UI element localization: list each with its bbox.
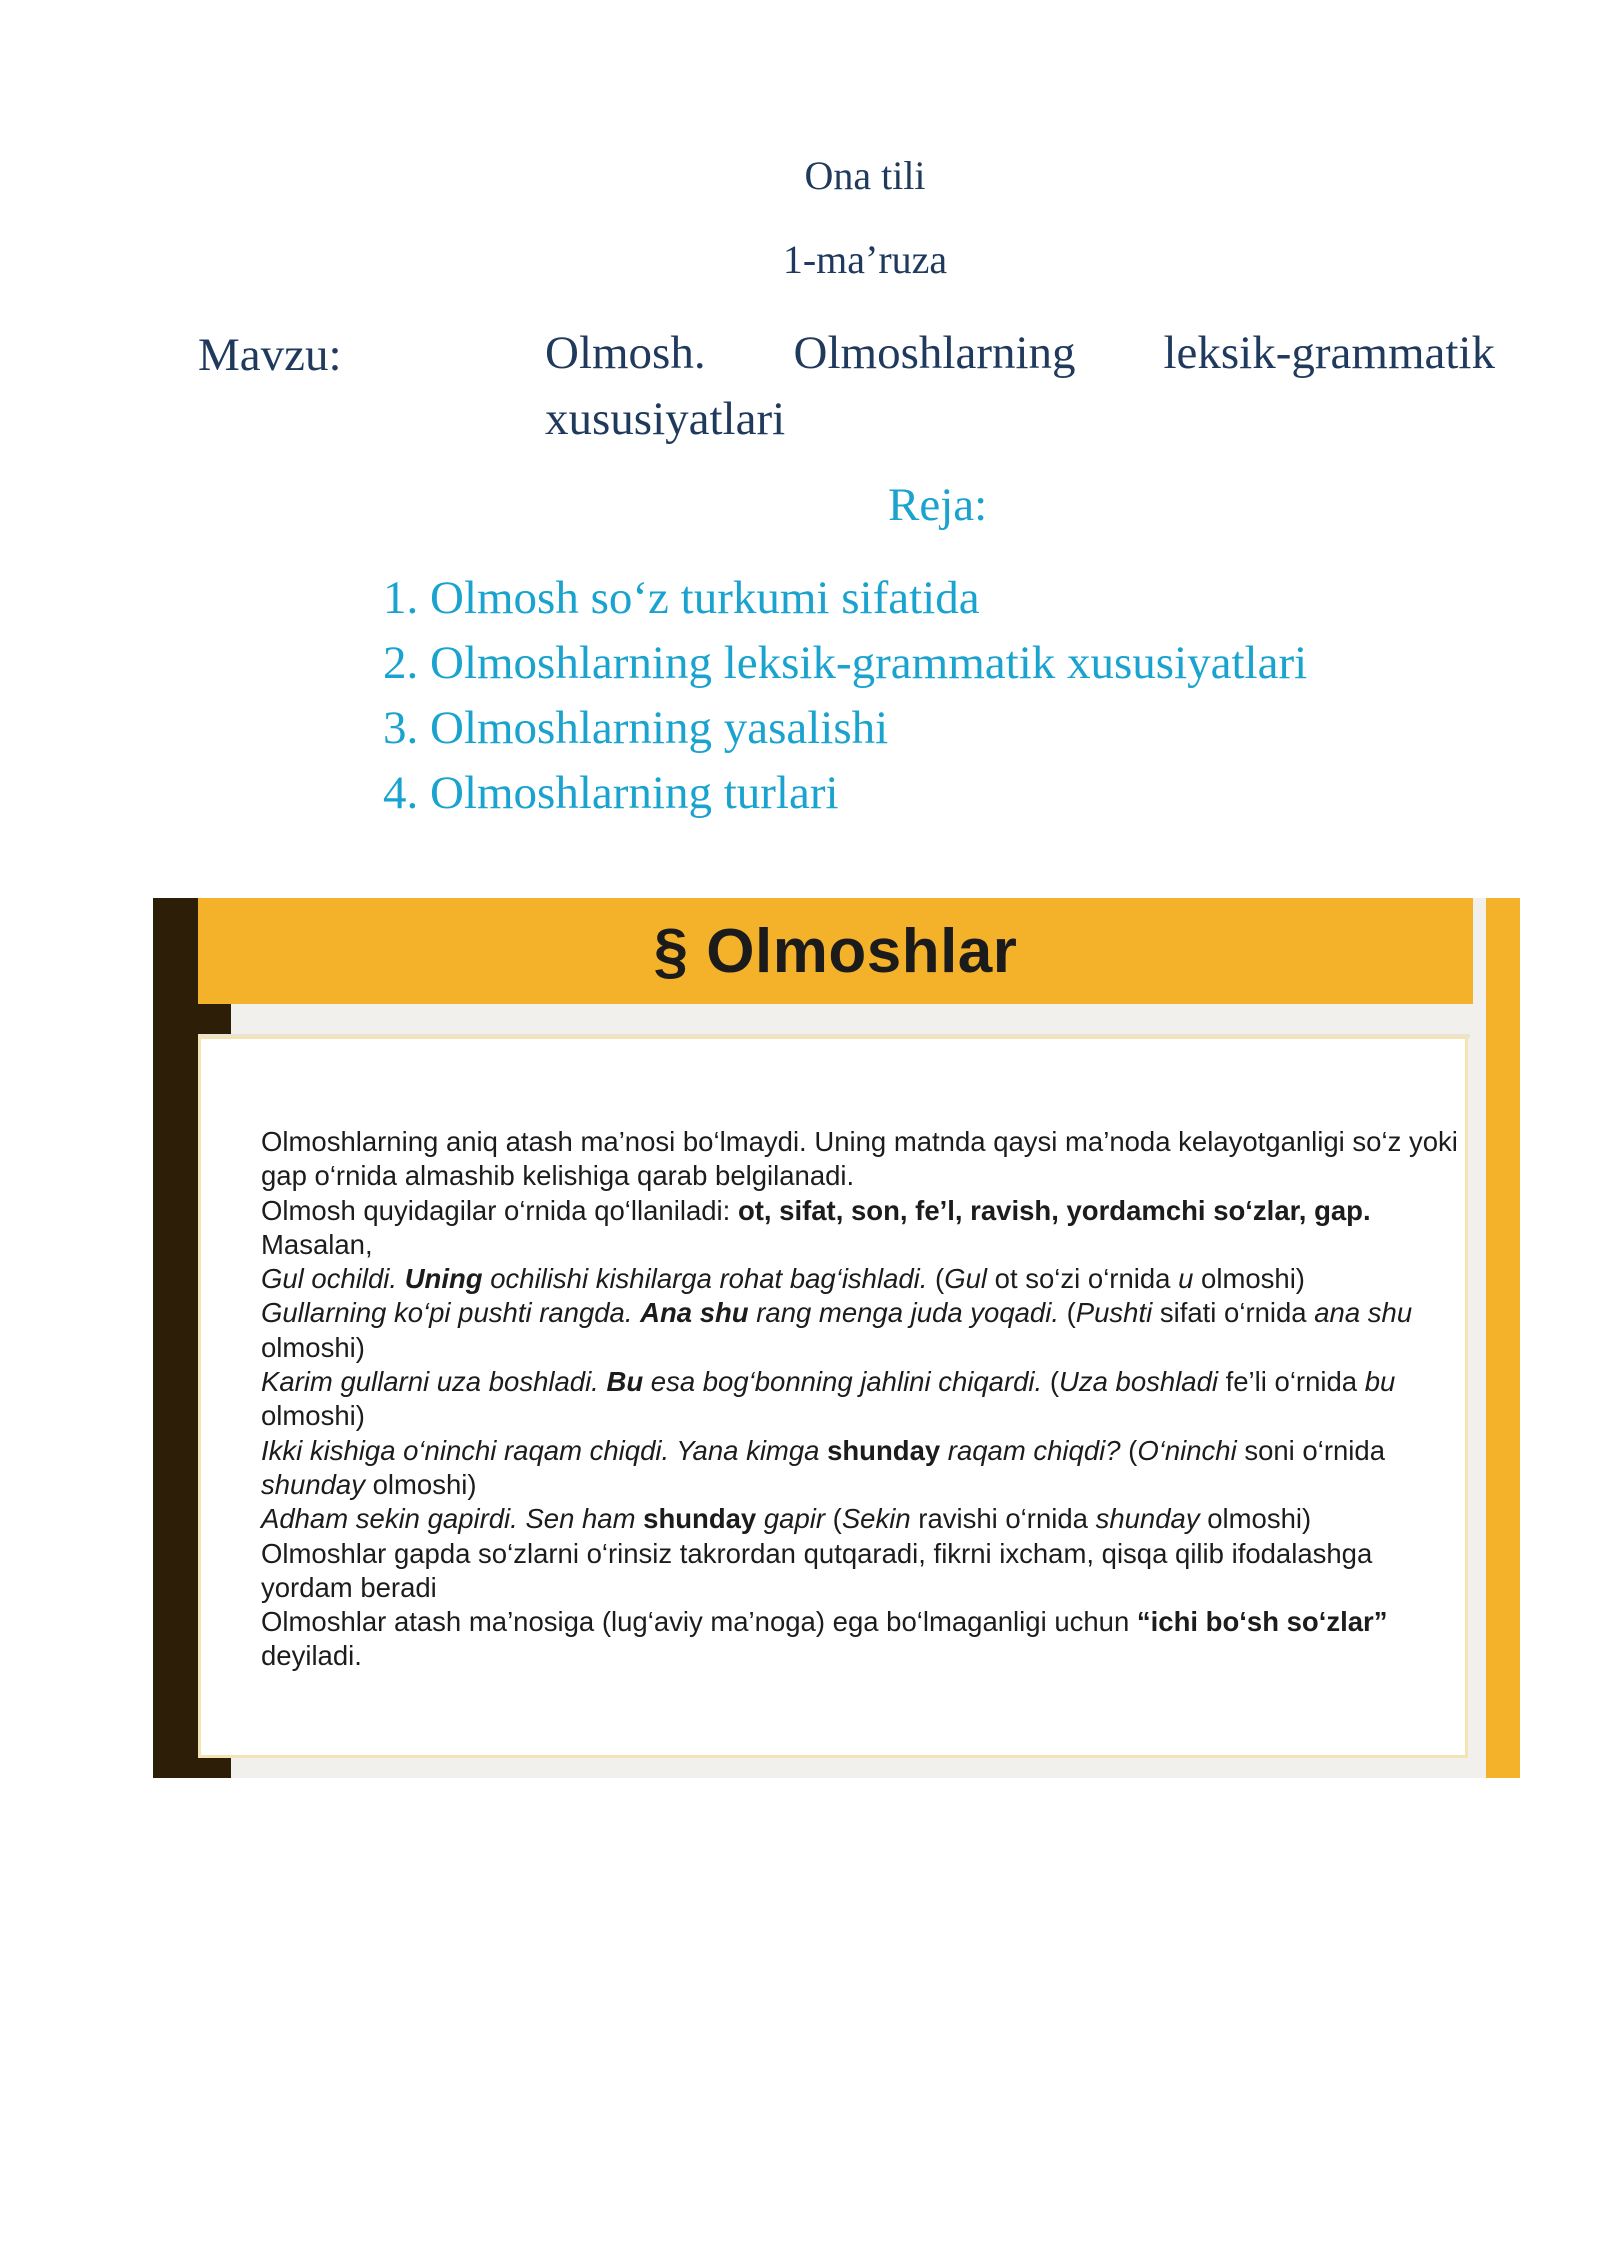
topic-word-3: leksik-grammatik <box>1163 327 1495 379</box>
slide-paragraph-3: Masalan, <box>261 1228 373 1260</box>
plan-list <box>383 566 1307 826</box>
slide-header <box>198 898 1473 1004</box>
slide-content <box>261 1125 1461 1674</box>
slide-example-5: Adham sekin gapirdi. Sen ham shunday gapir (Sekin ravishi o‘rnida shunday olmoshi) <box>261 1503 1312 1535</box>
slide-example-2: Gullarning ko‘pi pushti rangda. Ana shu rang menga juda yoqadi. (Pushti sifati o‘rnida ana shu olmoshi) <box>261 1297 1413 1363</box>
slide-paragraph-2: Olmosh quyidagilar o‘rnida qo‘llaniladi: ot, sifat, son, fe’l, ravish, yordamchi so‘zlar, gap. <box>261 1194 1371 1226</box>
topic-line-2: xususiyatlari <box>545 393 786 445</box>
slide-paragraph-4: Olmoshlar gapda so‘zlarni o‘rinsiz takrordan qutqaradi, fikrni ixcham, qisqa qilib ifodalashga yordam beradi <box>261 1537 1373 1603</box>
topic-word-1: Olmosh. <box>545 327 706 379</box>
plan-item: 1. Olmosh so‘z turkumi sifatida <box>383 572 980 624</box>
slide-title: § Olmoshlar <box>653 916 1018 986</box>
slide-paragraph-5: Olmoshlar atash ma’nosiga (lug‘aviy ma’noga) ega bo‘lmaganligi uchun “ichi bo‘sh so‘zlar” deyiladi. <box>261 1606 1388 1672</box>
topic-label: Mavzu: <box>198 329 342 381</box>
lecture-number: 1-ma’ruza <box>782 237 948 282</box>
slide-example-3: Karim gullarni uza boshladi. Bu esa bog‘bonning jahlini chiqardi. (Uza boshladi fe’li o‘rnida bu olmoshi) <box>261 1366 1396 1432</box>
slide-image <box>153 898 1520 1778</box>
slide-paragraph-1: Olmoshlarning aniq atash ma’nosi bo‘lmaydi. Uning matnda qaysi ma’noda kelayotganligi so‘z yoki gap o‘rnida almashib kelishiga qarab belgilanadi. <box>261 1126 1458 1192</box>
plan-title: Reja: <box>888 479 988 531</box>
slide-panel <box>198 1036 1468 1758</box>
slide-left-notch <box>198 1003 231 1033</box>
slide-right-bar <box>1486 898 1520 1778</box>
plan-item: 4. Olmoshlarning turlari <box>383 767 839 819</box>
plan-item: 3. Olmoshlarning yasalishi <box>383 702 889 754</box>
topic-word-2: Olmoshlarning <box>793 327 1076 379</box>
topic-line-1 <box>545 320 1495 386</box>
topic-text <box>545 320 1495 452</box>
slide-example-4: Ikki kishiga o‘ninchi raqam chiqdi. Yana kimga shunday raqam chiqdi? (O‘ninchi soni o‘rnida shunday olmoshi) <box>261 1434 1385 1500</box>
slide-example-1: Gul ochildi. Uning ochilishi kishilarga rohat bag‘ishladi. (Gul ot so‘zi o‘rnida u olmoshi) <box>261 1263 1305 1295</box>
plan-item: 2. Olmoshlarning leksik-grammatik xususiyatlari <box>383 637 1308 689</box>
subject-title: Ona tili <box>804 153 926 198</box>
